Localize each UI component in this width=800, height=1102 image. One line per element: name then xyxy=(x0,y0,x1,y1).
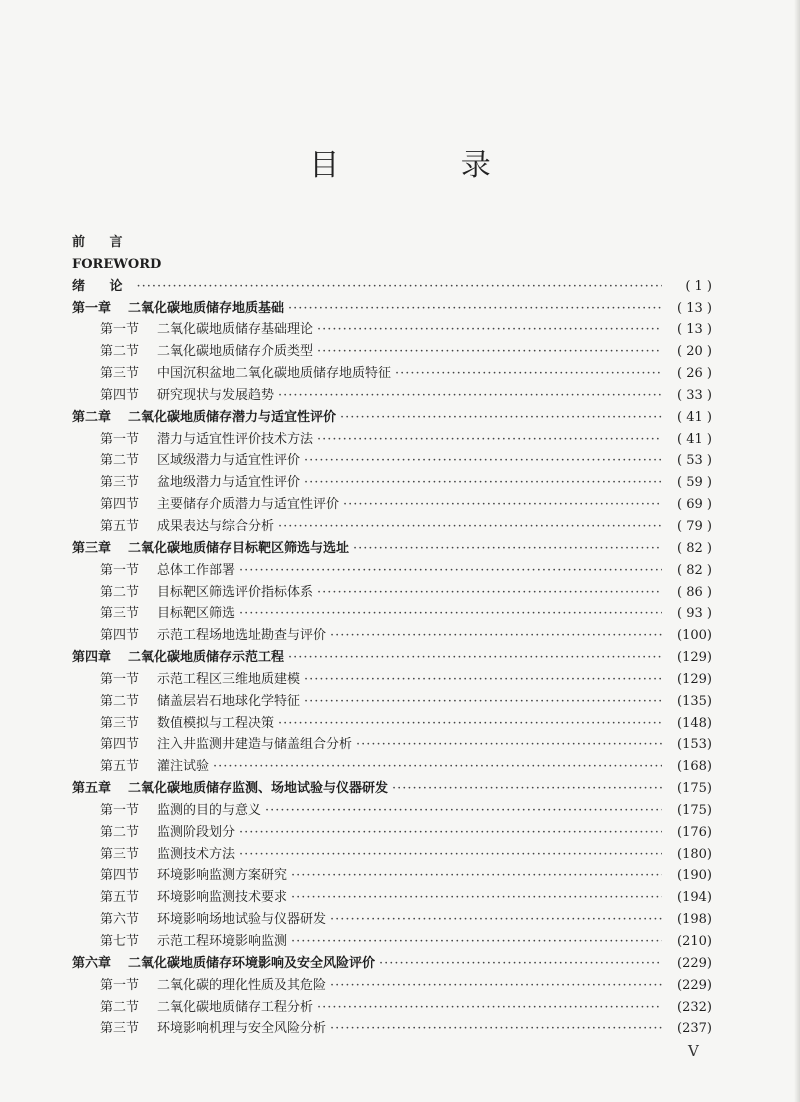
page-number: ( 20 ) xyxy=(677,344,712,360)
page-number: (180) xyxy=(677,846,712,862)
dot-leader xyxy=(239,844,662,866)
page-number: ( 41 ) xyxy=(677,431,712,447)
section-title: 环境影响监测方案研究 xyxy=(157,868,288,884)
dot-leader xyxy=(291,931,662,953)
section-number: 第一节 xyxy=(100,977,140,993)
page-number: (229) xyxy=(677,977,712,993)
dot-leader xyxy=(317,997,662,1019)
dot-leader xyxy=(288,298,662,320)
preface-entry[interactable] xyxy=(72,232,712,254)
section-number: 第二节 xyxy=(100,584,140,600)
section-number: 第三节 xyxy=(100,366,140,382)
section-entry[interactable] xyxy=(72,341,712,363)
section-number: 第一节 xyxy=(100,671,140,687)
section-entry[interactable] xyxy=(72,669,712,691)
chapter-number: 第六章 xyxy=(72,955,112,971)
page-number: (129) xyxy=(677,671,712,687)
section-number: 第一节 xyxy=(100,562,140,578)
page-number: (100) xyxy=(677,628,712,644)
section-title: 环境影响监测技术要求 xyxy=(157,890,288,906)
dot-leader xyxy=(213,756,662,778)
page-number: (176) xyxy=(677,824,712,840)
dot-leader xyxy=(278,385,662,407)
section-title: 监测的目的与意义 xyxy=(157,802,262,818)
section-title: 示范工程场地选址勘查与评价 xyxy=(157,628,327,644)
dot-leader xyxy=(317,429,662,451)
section-entry[interactable] xyxy=(72,691,712,713)
dot-leader xyxy=(356,734,662,756)
section-entry[interactable] xyxy=(72,603,712,625)
page-number: ( 59 ) xyxy=(677,475,712,491)
page-number: ( 1 ) xyxy=(685,278,712,294)
section-entry[interactable] xyxy=(72,865,712,887)
section-title: 储盖层岩石地球化学特征 xyxy=(157,693,301,709)
chapter-title: 二氧化碳地质储存潜力与适宜性评价 xyxy=(128,409,337,425)
folio-page-number: V xyxy=(688,1042,699,1060)
section-number: 第四节 xyxy=(100,868,140,884)
section-number: 第五节 xyxy=(100,890,140,906)
page-number: (175) xyxy=(677,802,712,818)
section-number: 第七节 xyxy=(100,934,140,949)
section-number: 第二节 xyxy=(100,344,140,360)
section-entry[interactable] xyxy=(72,822,712,844)
dot-leader xyxy=(317,582,662,604)
dot-leader xyxy=(317,341,662,363)
chapter-title: 二氧化碳地质储存示范工程 xyxy=(128,650,285,666)
section-title: 主要储存介质潜力与适宜性评价 xyxy=(157,497,340,513)
chapter-number: 第一章 xyxy=(72,300,112,316)
dot-leader xyxy=(304,472,662,494)
chapter-entry[interactable] xyxy=(72,647,712,669)
page-number: (153) xyxy=(677,737,712,753)
foreword-label: FOREWORD xyxy=(72,256,162,272)
section-entry[interactable] xyxy=(72,887,712,909)
section-title: 环境影响场地试验与仪器研发 xyxy=(157,912,327,928)
dot-leader xyxy=(239,822,662,844)
section-entry[interactable] xyxy=(72,909,712,931)
section-number: 第三节 xyxy=(100,1021,140,1037)
section-title: 监测技术方法 xyxy=(157,846,236,862)
chapter-title: 二氧化碳地质储存监测、场地试验与仪器研发 xyxy=(128,781,389,797)
section-entry[interactable] xyxy=(72,1018,712,1040)
page-number: (129) xyxy=(677,650,712,666)
section-number: 第三节 xyxy=(100,715,140,731)
dot-leader xyxy=(239,603,662,625)
page-number: ( 13 ) xyxy=(677,322,712,338)
page-number: (168) xyxy=(677,759,712,775)
dot-leader xyxy=(330,975,662,997)
dot-leader xyxy=(304,450,662,472)
dot-leader xyxy=(343,494,662,516)
dot-leader xyxy=(379,953,662,975)
section-number: 第五节 xyxy=(100,518,140,534)
page-number: ( 53 ) xyxy=(677,453,712,469)
section-entry[interactable] xyxy=(72,450,712,472)
section-entry[interactable] xyxy=(72,363,712,385)
intro-entry[interactable] xyxy=(72,276,712,298)
section-title: 注入井监测井建造与储盖组合分析 xyxy=(157,737,353,753)
intro-title: 绪 论 xyxy=(72,278,133,294)
page-number: ( 41 ) xyxy=(677,409,712,425)
section-entry[interactable] xyxy=(72,844,712,866)
section-number: 第四节 xyxy=(100,497,140,513)
page-number: ( 93 ) xyxy=(677,606,712,622)
section-entry[interactable] xyxy=(72,494,712,516)
section-title: 二氧化碳地质储存基础理论 xyxy=(157,322,314,338)
page-number: (194) xyxy=(677,890,712,906)
section-entry[interactable] xyxy=(72,560,712,582)
section-title: 目标靶区筛选 xyxy=(157,606,236,622)
page-number: (190) xyxy=(677,868,712,884)
section-title: 总体工作部署 xyxy=(157,562,236,578)
foreword-entry[interactable] xyxy=(72,254,712,276)
page-number: (175) xyxy=(677,781,712,797)
dot-leader xyxy=(317,319,662,341)
page-number: (135) xyxy=(677,693,712,709)
section-title: 二氧化碳地质储存介质类型 xyxy=(157,344,314,360)
page-number: ( 82 ) xyxy=(677,540,712,556)
page-number: ( 79 ) xyxy=(677,518,712,534)
section-entry[interactable] xyxy=(72,975,712,997)
section-entry[interactable] xyxy=(72,713,712,735)
section-number: 第四节 xyxy=(100,387,140,403)
page-number: ( 82 ) xyxy=(677,562,712,578)
chapter-title: 二氧化碳地质储存地质基础 xyxy=(128,300,285,316)
section-entry[interactable] xyxy=(72,931,712,953)
section-title: 盆地级潜力与适宜性评价 xyxy=(157,475,301,491)
section-title: 灌注试验 xyxy=(157,759,210,775)
dot-leader xyxy=(291,887,662,909)
page-number: ( 26 ) xyxy=(677,366,712,382)
dot-leader xyxy=(137,276,662,298)
section-title: 区域级潜力与适宜性评价 xyxy=(157,453,301,469)
section-entry[interactable] xyxy=(72,625,712,647)
dot-leader xyxy=(278,516,662,538)
section-entry[interactable] xyxy=(72,319,712,341)
dot-leader xyxy=(288,647,662,669)
section-title: 示范工程环境影响监测 xyxy=(157,934,288,949)
dot-leader xyxy=(392,778,662,800)
section-entry[interactable] xyxy=(72,734,712,756)
page-number: ( 69 ) xyxy=(677,497,712,513)
section-number: 第二节 xyxy=(100,693,140,709)
toc-body xyxy=(72,298,712,1041)
chapter-number: 第二章 xyxy=(72,409,112,425)
page-number: (210) xyxy=(677,934,712,949)
section-number: 第六节 xyxy=(100,912,140,928)
section-number: 第四节 xyxy=(100,737,140,753)
dot-leader xyxy=(330,909,662,931)
section-title: 中国沉积盆地二氧化碳地质储存地质特征 xyxy=(157,366,392,382)
scan-edge-shadow xyxy=(794,0,800,1102)
chapter-entry[interactable] xyxy=(72,538,712,560)
dot-leader xyxy=(330,1018,662,1040)
page-number: (237) xyxy=(677,1021,712,1037)
section-title: 数值模拟与工程决策 xyxy=(157,715,275,731)
section-title: 环境影响机理与安全风险分析 xyxy=(157,1021,327,1037)
section-entry[interactable] xyxy=(72,997,712,1019)
page-number: ( 86 ) xyxy=(677,584,712,600)
section-entry[interactable] xyxy=(72,800,712,822)
section-number: 第四节 xyxy=(100,628,140,644)
section-number: 第三节 xyxy=(100,846,140,862)
page-title: 目 录 xyxy=(309,148,547,183)
chapter-entry[interactable] xyxy=(72,778,712,800)
section-title: 监测阶段划分 xyxy=(157,824,236,840)
section-number: 第一节 xyxy=(100,322,140,338)
section-number: 第二节 xyxy=(100,824,140,840)
section-number: 第二节 xyxy=(100,453,140,469)
page-number: (229) xyxy=(677,955,712,971)
section-title: 研究现状与发展趋势 xyxy=(157,387,275,403)
section-title: 成果表达与综合分析 xyxy=(157,518,275,534)
section-title: 二氧化碳地质储存工程分析 xyxy=(157,999,314,1015)
chapter-number: 第三章 xyxy=(72,540,112,556)
chapter-title: 二氧化碳地质储存目标靶区筛选与选址 xyxy=(128,540,350,556)
section-number: 第一节 xyxy=(100,431,140,447)
dot-leader xyxy=(340,407,662,429)
section-title: 目标靶区筛选评价指标体系 xyxy=(157,584,314,600)
page-number: ( 13 ) xyxy=(677,300,712,316)
preface-label: 前 言 xyxy=(72,235,133,250)
section-number: 第五节 xyxy=(100,759,140,775)
dot-leader xyxy=(304,669,662,691)
dot-leader xyxy=(353,538,662,560)
section-title: 潜力与适宜性评价技术方法 xyxy=(157,431,314,447)
page-number: ( 33 ) xyxy=(677,387,712,403)
section-entry[interactable] xyxy=(72,756,712,778)
dot-leader xyxy=(330,625,662,647)
section-number: 第二节 xyxy=(100,999,140,1015)
chapter-number: 第五章 xyxy=(72,781,112,797)
chapter-title: 二氧化碳地质储存环境影响及安全风险评价 xyxy=(128,955,376,971)
dot-leader xyxy=(291,865,662,887)
dot-leader xyxy=(278,713,662,735)
page-number: (148) xyxy=(677,715,712,731)
section-number: 第三节 xyxy=(100,606,140,622)
section-entry[interactable] xyxy=(72,385,712,407)
dot-leader xyxy=(304,691,662,713)
dot-leader xyxy=(395,363,662,385)
section-entry[interactable] xyxy=(72,429,712,451)
dot-leader xyxy=(239,560,662,582)
chapter-number: 第四章 xyxy=(72,650,112,666)
chapter-entry[interactable] xyxy=(72,298,712,320)
section-number: 第三节 xyxy=(100,475,140,491)
section-title: 二氧化碳的理化性质及其危险 xyxy=(157,977,327,993)
section-entry[interactable] xyxy=(72,516,712,538)
dot-leader xyxy=(265,800,662,822)
table-of-contents xyxy=(72,232,712,1040)
page-number: (232) xyxy=(677,999,712,1015)
chapter-entry[interactable] xyxy=(72,407,712,429)
chapter-entry[interactable] xyxy=(72,953,712,975)
section-entry[interactable] xyxy=(72,472,712,494)
section-entry[interactable] xyxy=(72,582,712,604)
page-number: (198) xyxy=(677,912,712,928)
section-title: 示范工程区三维地质建模 xyxy=(157,671,301,687)
section-number: 第一节 xyxy=(100,802,140,818)
